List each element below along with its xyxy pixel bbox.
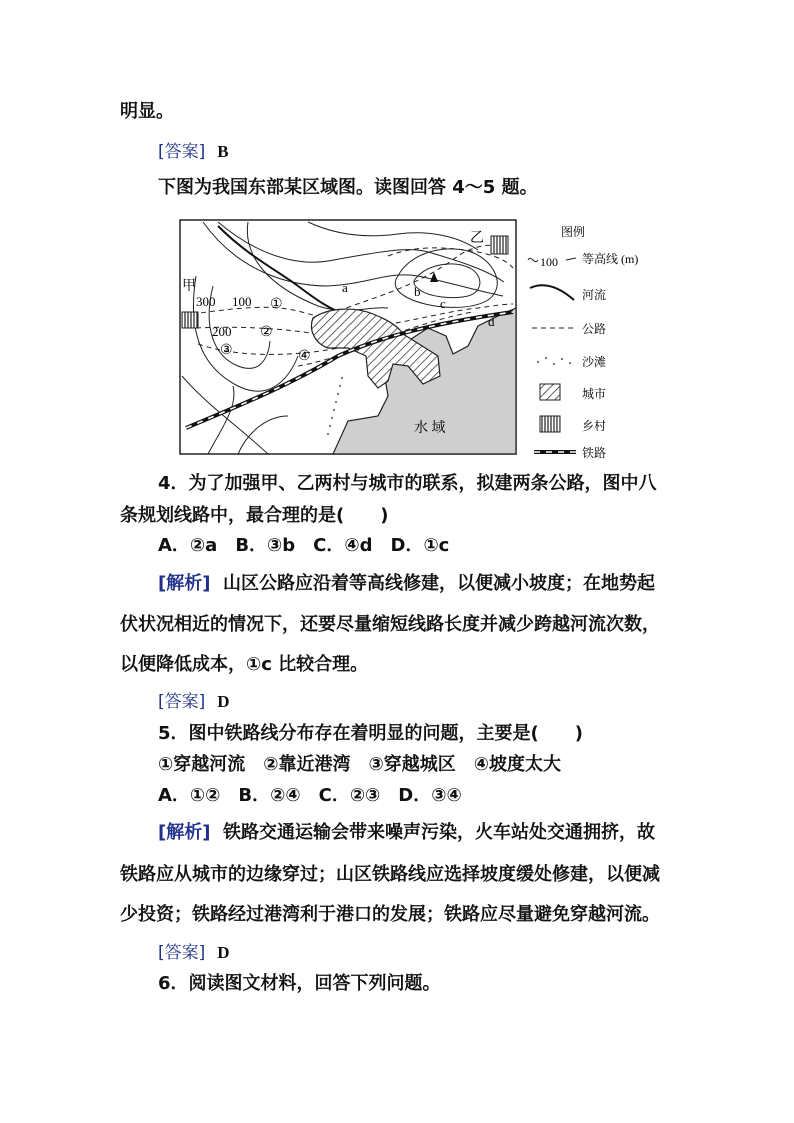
a5-answer-line <box>158 942 230 964</box>
legend-contour: 等高线 (m) <box>582 252 639 266</box>
route-4: ④ <box>298 349 311 364</box>
water-label: 水 域 <box>414 421 446 436</box>
q4-options: A．②a B．③b C．④d D．①c <box>158 535 450 556</box>
answer-tag: [答案] <box>158 142 206 162</box>
route-a: a <box>342 280 348 295</box>
answer-tag: [答案] <box>158 943 206 963</box>
legend-village-icon <box>540 416 560 432</box>
route-c: c <box>440 296 446 311</box>
legend-river: 河流 <box>582 288 607 302</box>
legend-title: 图例 <box>561 225 586 239</box>
legend-city: 城市 <box>582 387 607 401</box>
q5-items: ①穿越河流 ②靠近港湾 ③穿越城区 ④坡度太大 <box>158 754 561 775</box>
q6-text-1: 6．阅读图文材料，回答下列问题。 <box>158 973 441 994</box>
contour-300: 300 <box>196 294 216 309</box>
village-jia <box>182 312 198 328</box>
contour-100: 100 <box>232 294 252 309</box>
legend-river-icon <box>530 285 574 300</box>
answer-line <box>158 141 229 163</box>
answer-value: B <box>217 142 229 161</box>
q5-options: A．①② B．②④ C．②③ D．③④ <box>158 785 462 806</box>
route-b: b <box>414 284 421 299</box>
a4-analysis-1 <box>158 573 655 595</box>
a5-text-1: 铁路交通运输会带来噪声污染，火车站处交通拥挤，故 <box>223 822 655 843</box>
route-1: ① <box>270 297 283 312</box>
contour-200: 200 <box>212 324 232 339</box>
analysis-tag: [解析] <box>158 822 211 843</box>
q4-text-1: 4．为了加强甲、乙两村与城市的联系，拟建两条公路，图中八 <box>158 473 657 494</box>
a5-answer-value: D <box>217 943 230 962</box>
a4-text-2: 伏状况相近的情况下，还要尽量缩短线路长度并减少跨越河流次数， <box>120 614 660 635</box>
text-fragment: 明显。 <box>120 101 174 122</box>
label-jia: 甲 <box>182 279 196 294</box>
q4-text-2: 条规划线路中，最合理的是( ) <box>120 505 389 526</box>
a5-text-3: 少投资；铁路经过港湾利于港口的发展；铁路应尽量避免穿越河流。 <box>120 904 660 925</box>
legend-beach-icon <box>537 357 571 365</box>
a4-text-1: 山区公路应沿着等高线修建，以便减小坡度；在地势起 <box>223 573 655 594</box>
legend-city-icon <box>540 384 560 400</box>
region-map <box>178 216 639 462</box>
analysis-tag: [解析] <box>158 573 211 594</box>
route-2: ② <box>260 325 273 340</box>
legend-railway: 铁路 <box>582 446 607 460</box>
map-legend <box>528 224 638 460</box>
legend-contour-value: 100 <box>540 255 558 269</box>
answer-tag: [答案] <box>158 692 206 712</box>
a5-text-2: 铁路应从城市的边缘穿过；山区铁路线应选择坡度缓处修建，以便减 <box>120 864 660 885</box>
label-yi: 乙 <box>470 231 484 246</box>
a4-answer-line <box>158 691 230 713</box>
region-map-figure <box>178 216 639 462</box>
a5-analysis-1 <box>158 822 655 844</box>
q5-text-1: 5．图中铁路线分布存在着明显的问题，主要是( ) <box>158 723 583 744</box>
legend-village: 乡村 <box>582 419 607 433</box>
legend-beach: 沙滩 <box>582 355 607 369</box>
village-yi <box>491 236 508 254</box>
a4-answer-value: D <box>217 692 230 711</box>
a4-text-3: 以便降低成本，①c 比较合理。 <box>120 654 369 675</box>
map-intro: 下图为我国东部某区域图。读图回答 4～5 题。 <box>158 177 538 198</box>
route-3: ③ <box>220 343 233 358</box>
route-d: d <box>488 314 495 329</box>
legend-road: 公路 <box>582 322 607 336</box>
